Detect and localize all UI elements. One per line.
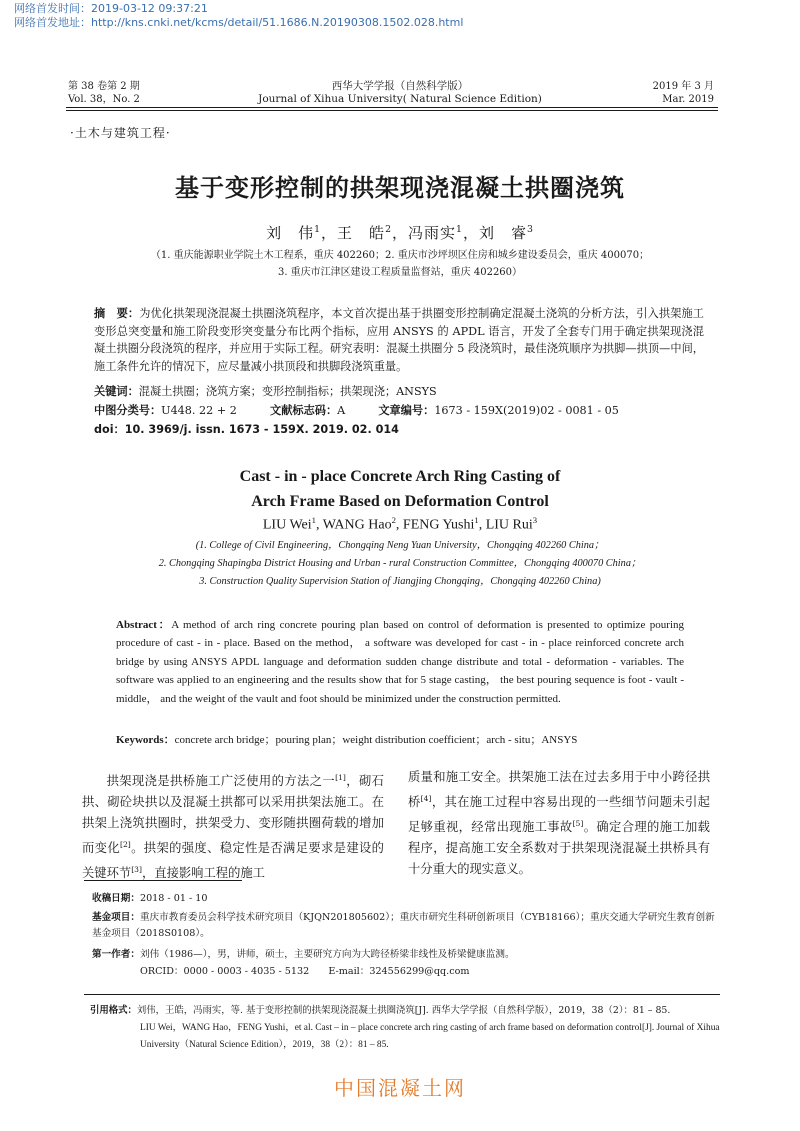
doi-value[interactable]: 10. 3969/j. issn. 1673 - 159X. 2019. 02. 014 [124,423,399,436]
fund-info [92,910,722,942]
header-rule-bottom [66,110,718,111]
authors-cn: 刘 伟$^1$，王 皓$^2$，冯雨实$^1$，刘 睿$^3$ [266,224,534,242]
received-date [92,891,722,907]
body-text: 拱架现浇是拱桥施工广泛使用的方法之一 [106,774,336,789]
doi-label: doi： [94,423,125,436]
article-no-value: 1673 - 159X(2019)02 - 0081 - 05 [434,404,619,417]
keywords-en-text: concrete arch bridge；pouring plan；weight distribution coefficient；arch - situ；ANSYS [174,734,578,746]
authors-en: LIU Wei$^1$, WANG Hao$^2$, FENG Yushi$^1$, LIU Rui$^3$ [262,515,538,533]
author-cn: 王 皓 [337,224,386,242]
doc-code-label: 文献标志码： [270,404,338,417]
classification-line [94,402,704,420]
paper-title-en-line2: Arch Frame Based on Deformation Control [251,493,549,510]
journal-name [200,80,600,106]
first-author [92,947,722,963]
citation-en: LIU Wei，WANG Hao，FENG Yushi，et al. Cast – in – place concrete arch ring casting of arch frame based on deformation control[J]. Journal of Xihua University（Natural Science Edition），2019，38（2）：81 – 85. [140,1023,720,1050]
author-cn: 刘 睿 [478,224,527,242]
abstract-cn [94,305,704,375]
ref-link[interactable]: [3] [131,865,142,875]
author-aff: 1 [456,224,463,235]
journal-name-en: Journal of Xihua University( Natural Science Edition) [258,93,542,105]
citation-label: 引用格式： [90,1005,137,1016]
date-cn: 2019 年 3 月 [652,81,714,92]
abstract-en-text: A method of arch ring concrete pouring plan based on control of deformation is presented to optimize pouring procedure of cast - in - place. Based on the method， a software was developed for cast - in - place reinforced concrete arch bridge by using ANSYS APDL language and deformation sudden change distribute and total - deformation - variables. The software was applied to an engineering and the results show that for 5 stage casting， the best pouring sequence is foot - vault - middle， and the weight of the vault and foot should be minimized under the construction permitted. [116,619,685,705]
author-aff: 3 [526,224,534,235]
doc-code-value: A [337,404,346,417]
author-aff: 1 [314,224,322,235]
affiliations-cn-line1: （1. 重庆能源职业学院土木工程系，重庆 402260；2. 重庆市沙坪坝区住房和城乡建设委员会，重庆 400070； [150,250,650,261]
author-aff: 3 [532,515,538,525]
keywords-cn-label: 关键词： [94,385,139,398]
body-text: ，砌石拱、砌砼块拱以及混凝土拱都可以采用拱架法施工。在拱架上浇筑拱圈时，拱架受力、变形随拱圈荷载的增加而变化 [82,774,384,856]
keywords-en-label: Keywords： [116,734,175,746]
orcid-email: ORCID：0000 - 0003 - 4035 - 5132 E-mail：324556299@qq.com [140,966,470,977]
author-aff: 1 [474,515,479,525]
affiliations-en-line1: (1. College of Civil Engineering，Chongqing Neng Yuan University，Chongqing 402260 China； [195,540,605,551]
body-left-column [82,767,384,884]
clc-value: U448. 22 + 2 [161,404,237,417]
abstract-cn-text: 为优化拱架现浇混凝土拱圈浇筑程序，本文首次提出基于拱圈变形控制确定混凝土浇筑的分析方法，引入拱架施工变形总突变量和施工阶段变形突变量分布比两个指标，应用 ANSYS 的 APDL 语言，开发了全套专门用于确定拱架现浇混凝土拱圈分段浇筑的程序，并应用于实际工程。研究表明：混凝土拱圈分 5 段浇筑时，最佳浇筑顺序为拱脚—拱顶—中间，施工条件允许的情况下，应尽量减小拱顶段和拱脚段浇筑重量。 [94,307,704,373]
author-en: FENG Yushi [402,517,475,533]
keywords-cn-text: 混凝土拱圈；浇筑方案；变形控制指标；拱架现浇；ANSYS [138,385,437,398]
journal-name-cn: 西华大学学报（自然科学版） [331,80,469,92]
abstract-cn-label: 摘 要： [94,307,140,320]
author-aff: 2 [385,224,392,235]
citation-format [90,1003,720,1020]
author-aff: 2 [391,515,396,525]
author-cn: 刘 伟 [266,224,315,242]
journal-volume [68,80,140,106]
body-right-column [408,767,710,880]
article-no-label: 文章编号： [378,404,435,417]
ref-link[interactable]: [4] [420,794,432,803]
author-en: WANG Hao [322,517,392,533]
ref-link[interactable]: [5] [572,819,584,829]
section-label: ·土木与建筑工程· [70,126,171,140]
author-en: LIU Wei [262,517,312,533]
first-author-label: 第一作者： [92,949,140,960]
keywords-en [116,731,684,749]
abstract-en [116,616,684,708]
fund-label: 基金项目： [92,912,140,923]
ref-link[interactable]: [1] [335,773,346,782]
fund-value: 重庆市教育委员会科学技术研究项目（KJQN201805602）；重庆市研究生科研创新项目（CYB18166）；重庆交通大学研究生教育创新基金项目（2018S0108）。 [92,912,715,939]
volume-en: Vol. 38，No. 2 [68,94,140,105]
affiliations-en-line3: 3. Construction Quality Supervision Station of Jiangjing Chongqing，Chongqing 402260 China) [199,576,601,587]
footnote-rule [84,880,242,881]
doi-line [94,421,704,439]
received-value: 2018 - 01 - 10 [139,893,208,904]
affiliations-cn-line2: 3. 重庆市江津区建设工程质量监督站，重庆 402260） [277,267,523,278]
citation-cn: 刘伟，王皓，冯雨实，等. 基于变形控制的拱架现浇混凝土拱圈浇筑[J]. 西华大学学报（自然科学版），2019，38（2）：81 – 85. [136,1005,671,1016]
first-author-value: 刘伟（1986—），男，讲师，硕士，主要研究方向为大跨径桥梁非线性及桥梁健康监测。 [139,949,515,960]
header-rule-top [66,107,718,108]
citation-rule [84,994,720,995]
online-publish-url[interactable]: 网络首发地址：http://kns.cnki.net/kcms/detail/51.1686.N.20190308.1502.028.html [14,16,464,29]
author-en: LIU Rui [485,517,533,533]
author-aff: 1 [311,515,316,525]
affiliations-en-line2: 2. Chongqing Shapingba District Housing and Urban - rural Construction Committee，Chongqing 400070 China； [158,558,642,569]
clc-label: 中图分类号： [94,404,162,417]
body-text: 。确定合理的施工加载程序，提高施工安全系数对于拱架现浇混凝土拱桥具有十分重大的现实意义。 [408,820,710,877]
body-text: 质量和施工安全。拱架施工法在过去多用于中小跨径拱桥 [408,770,710,810]
online-publish-time: 网络首发时间：2019-03-12 09:37:21 [14,2,208,15]
received-label: 收稿日期： [92,893,140,904]
ref-link[interactable]: [2] [119,840,131,850]
date-en: Mar. 2019 [662,94,714,105]
body-text: ，直接影响工程的施工 [141,866,265,881]
journal-date [653,80,714,106]
volume-cn: 第 38 卷第 2 期 [68,81,140,92]
body-text: ，其在施工过程中容易出现的一些细节问题未引起足够重视，经常出现施工事故 [408,795,710,835]
paper-title-en-line1: Cast - in - place Concrete Arch Ring Casting of [239,468,561,485]
paper-title-cn: 基于变形控制的拱架现浇混凝土拱圈浇筑 [175,174,625,202]
body-text: 。拱架的强度、稳定性是否满足要求是建设的关键环节 [82,841,384,881]
site-watermark: 中国混凝土网 [334,1076,466,1100]
abstract-en-label: Abstract： [116,619,172,631]
author-cn: 冯雨实 [408,224,457,242]
keywords-cn [94,383,704,401]
